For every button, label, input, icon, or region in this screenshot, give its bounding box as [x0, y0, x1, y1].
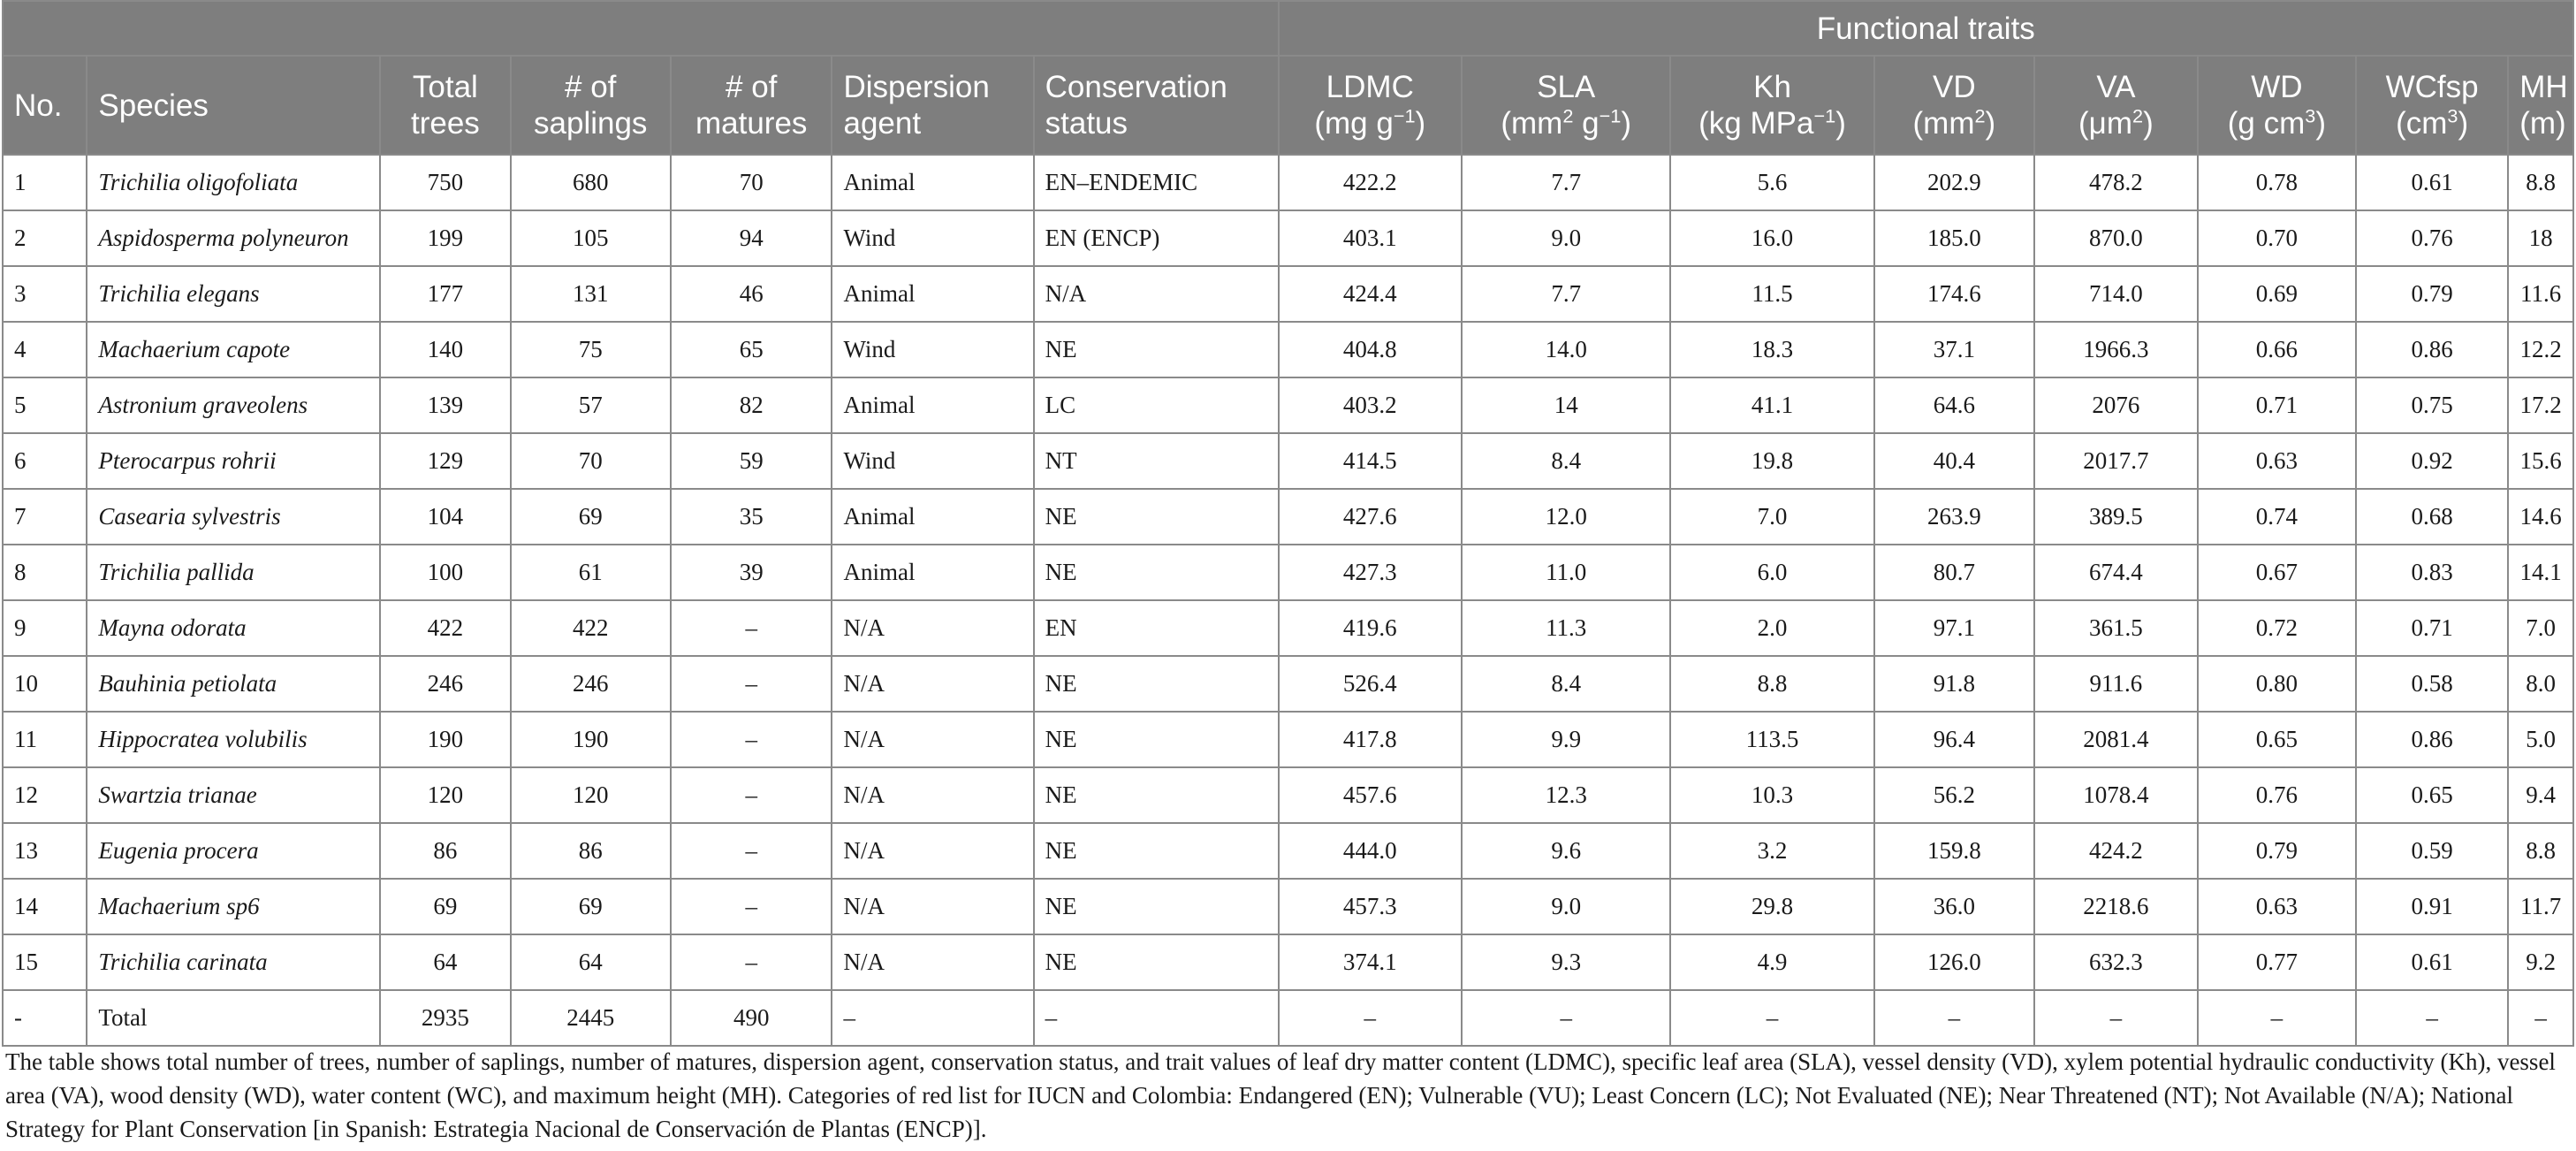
cell-saplings: 61: [511, 545, 671, 600]
cell-wd: 0.78: [2198, 155, 2356, 210]
cell-sla: –: [1462, 990, 1670, 1046]
table-row: [3, 767, 2573, 823]
cell-species: Trichilia oligofoliata: [87, 155, 380, 210]
cell-wd: 0.70: [2198, 210, 2356, 266]
cell-total-trees: 199: [380, 210, 510, 266]
cell-matures: –: [671, 767, 832, 823]
cell-matures: 65: [671, 322, 832, 377]
table-row: [3, 712, 2573, 767]
table-row: [3, 934, 2573, 990]
cell-sla: 9.9: [1462, 712, 1670, 767]
functional-traits-group-header: Functional traits: [1279, 1, 2573, 56]
cell-vd: 80.7: [1874, 545, 2034, 600]
cell-conservation-status: NE: [1034, 879, 1279, 934]
cell-wd: 0.67: [2198, 545, 2356, 600]
cell-va: 1078.4: [2034, 767, 2198, 823]
cell-dispersion-agent: Animal: [832, 155, 1033, 210]
cell-sla: 9.6: [1462, 823, 1670, 879]
cell-vd: 159.8: [1874, 823, 2034, 879]
cell-va: 478.2: [2034, 155, 2198, 210]
cell-no: 13: [3, 823, 87, 879]
table-header: [3, 1, 2573, 155]
cell-kh: 18.3: [1670, 322, 1873, 377]
cell-no: 14: [3, 879, 87, 934]
cell-wcfsp: 0.86: [2356, 322, 2508, 377]
header-group-row: [3, 1, 2573, 56]
cell-wcfsp: 0.61: [2356, 934, 2508, 990]
cell-conservation-status: EN–ENDEMIC: [1034, 155, 1279, 210]
cell-species: Bauhinia petiolata: [87, 656, 380, 712]
cell-kh: 19.8: [1670, 433, 1873, 489]
cell-no: 5: [3, 377, 87, 433]
cell-mh: 11.6: [2508, 266, 2573, 322]
cell-matures: 46: [671, 266, 832, 322]
cell-saplings: 69: [511, 489, 671, 545]
column-header-total-trees: Total trees: [380, 56, 510, 155]
cell-kh: 29.8: [1670, 879, 1873, 934]
cell-kh: 2.0: [1670, 600, 1873, 656]
cell-kh: 41.1: [1670, 377, 1873, 433]
cell-species: Mayna odorata: [87, 600, 380, 656]
cell-conservation-status: NE: [1034, 712, 1279, 767]
cell-total-trees: 120: [380, 767, 510, 823]
cell-saplings: 70: [511, 433, 671, 489]
cell-va: 2017.7: [2034, 433, 2198, 489]
total-row: [3, 990, 2573, 1046]
cell-kh: 113.5: [1670, 712, 1873, 767]
cell-saplings: 680: [511, 155, 671, 210]
cell-kh: 11.5: [1670, 266, 1873, 322]
cell-total-trees: 177: [380, 266, 510, 322]
cell-wcfsp: 0.59: [2356, 823, 2508, 879]
cell-no: 6: [3, 433, 87, 489]
cell-vd: 56.2: [1874, 767, 2034, 823]
cell-matures: 94: [671, 210, 832, 266]
cell-matures: –: [671, 600, 832, 656]
cell-conservation-status: NE: [1034, 767, 1279, 823]
cell-saplings: 86: [511, 823, 671, 879]
cell-vd: 40.4: [1874, 433, 2034, 489]
cell-saplings: 190: [511, 712, 671, 767]
cell-vd: 91.8: [1874, 656, 2034, 712]
cell-dispersion-agent: N/A: [832, 712, 1033, 767]
cell-ldmc: 403.1: [1279, 210, 1462, 266]
cell-saplings: 75: [511, 322, 671, 377]
cell-mh: 17.2: [2508, 377, 2573, 433]
cell-species: Hippocratea volubilis: [87, 712, 380, 767]
cell-wcfsp: 0.83: [2356, 545, 2508, 600]
cell-va: 424.2: [2034, 823, 2198, 879]
cell-va: 2081.4: [2034, 712, 2198, 767]
cell-total-trees: 246: [380, 656, 510, 712]
cell-ldmc: 427.6: [1279, 489, 1462, 545]
cell-sla: 9.3: [1462, 934, 1670, 990]
column-header-row: [3, 56, 2573, 155]
column-header-vd: VD $(mm^2)$: [1874, 56, 2034, 155]
cell-conservation-status: NE: [1034, 823, 1279, 879]
cell-saplings: 120: [511, 767, 671, 823]
cell-total-trees: 64: [380, 934, 510, 990]
cell-wcfsp: 0.79: [2356, 266, 2508, 322]
cell-matures: 490: [671, 990, 832, 1046]
cell-mh: 14.6: [2508, 489, 2573, 545]
cell-conservation-status: NE: [1034, 322, 1279, 377]
cell-no: 12: [3, 767, 87, 823]
column-header-mh: MH (m): [2508, 56, 2573, 155]
cell-total-trees: 422: [380, 600, 510, 656]
cell-total-trees: 86: [380, 823, 510, 879]
cell-vd: –: [1874, 990, 2034, 1046]
cell-saplings: 105: [511, 210, 671, 266]
cell-species: Trichilia pallida: [87, 545, 380, 600]
cell-sla: 12.0: [1462, 489, 1670, 545]
cell-no: 2: [3, 210, 87, 266]
cell-ldmc: 457.6: [1279, 767, 1462, 823]
table-row: [3, 322, 2573, 377]
cell-wd: 0.69: [2198, 266, 2356, 322]
cell-vd: 263.9: [1874, 489, 2034, 545]
column-header-wcfsp: WCfsp $(cm^3)$: [2356, 56, 2508, 155]
cell-vd: 36.0: [1874, 879, 2034, 934]
cell-conservation-status: EN: [1034, 600, 1279, 656]
header-blank-span: [3, 1, 1279, 56]
cell-matures: –: [671, 823, 832, 879]
cell-saplings: 2445: [511, 990, 671, 1046]
cell-vd: 96.4: [1874, 712, 2034, 767]
cell-va: 714.0: [2034, 266, 2198, 322]
cell-saplings: 131: [511, 266, 671, 322]
cell-total-trees: 750: [380, 155, 510, 210]
table-row: [3, 155, 2573, 210]
cell-kh: 4.9: [1670, 934, 1873, 990]
cell-kh: 10.3: [1670, 767, 1873, 823]
cell-va: 1966.3: [2034, 322, 2198, 377]
cell-saplings: 422: [511, 600, 671, 656]
cell-ldmc: 417.8: [1279, 712, 1462, 767]
cell-wd: 0.79: [2198, 823, 2356, 879]
cell-sla: 14.0: [1462, 322, 1670, 377]
cell-wd: 0.77: [2198, 934, 2356, 990]
cell-saplings: 246: [511, 656, 671, 712]
column-header-saplings: # of saplings: [511, 56, 671, 155]
cell-wcfsp: 0.68: [2356, 489, 2508, 545]
column-header-wd: WD (g $cm^3$): [2198, 56, 2356, 155]
cell-species: Casearia sylvestris: [87, 489, 380, 545]
cell-ldmc: 457.3: [1279, 879, 1462, 934]
cell-vd: 126.0: [1874, 934, 2034, 990]
table-row: [3, 266, 2573, 322]
cell-mh: 8.8: [2508, 823, 2573, 879]
cell-mh: 11.7: [2508, 879, 2573, 934]
cell-species: Astronium graveolens: [87, 377, 380, 433]
cell-saplings: 64: [511, 934, 671, 990]
table-row: [3, 656, 2573, 712]
cell-dispersion-agent: N/A: [832, 934, 1033, 990]
cell-va: 361.5: [2034, 600, 2198, 656]
cell-conservation-status: NT: [1034, 433, 1279, 489]
cell-kh: 8.8: [1670, 656, 1873, 712]
column-header-matures: # of matures: [671, 56, 832, 155]
cell-ldmc: 444.0: [1279, 823, 1462, 879]
cell-dispersion-agent: N/A: [832, 879, 1033, 934]
cell-vd: 174.6: [1874, 266, 2034, 322]
column-header-conservation-status: Conservation status: [1034, 56, 1279, 155]
cell-dispersion-agent: Wind: [832, 433, 1033, 489]
cell-mh: 12.2: [2508, 322, 2573, 377]
cell-mh: 18: [2508, 210, 2573, 266]
cell-kh: –: [1670, 990, 1873, 1046]
cell-conservation-status: NE: [1034, 934, 1279, 990]
cell-total-trees: 104: [380, 489, 510, 545]
cell-wd: 0.63: [2198, 879, 2356, 934]
cell-conservation-status: NE: [1034, 545, 1279, 600]
cell-va: 674.4: [2034, 545, 2198, 600]
column-header-kh: Kh (kg MPa$^{-1}$): [1670, 56, 1873, 155]
cell-kh: 6.0: [1670, 545, 1873, 600]
table-footnote: The table shows total number of trees, number of saplings, number of matures, dispersion agent, conservation status, and trait values of leaf dry matter content (LDMC), specific leaf area (SLA), vessel density (VD), xylem potential hydraulic conductivity (Kh), vessel area (VA), wood density (WD), water content (WC), and maximum height (MH). Categories of red list for IUCN and Colombia: Endangered (EN); Vulnerable (VU); Least Concern (LC); Not Evaluated (NE); Near Threatened (NT); Not Available (N/A); National Strategy for Plant Conservation [in Spanish: Estrategia Nacional de Conservación de Plantas (ENCP)].: [5, 1048, 2556, 1142]
cell-kh: 3.2: [1670, 823, 1873, 879]
cell-sla: 7.7: [1462, 266, 1670, 322]
cell-matures: –: [671, 656, 832, 712]
cell-matures: 82: [671, 377, 832, 433]
cell-ldmc: 403.2: [1279, 377, 1462, 433]
table-row: [3, 879, 2573, 934]
cell-species: Eugenia procera: [87, 823, 380, 879]
cell-mh: –: [2508, 990, 2573, 1046]
cell-sla: 7.7: [1462, 155, 1670, 210]
cell-dispersion-agent: N/A: [832, 600, 1033, 656]
cell-wd: 0.76: [2198, 767, 2356, 823]
cell-dispersion-agent: N/A: [832, 767, 1033, 823]
cell-va: 911.6: [2034, 656, 2198, 712]
cell-total-trees: 69: [380, 879, 510, 934]
cell-dispersion-agent: N/A: [832, 656, 1033, 712]
cell-dispersion-agent: Animal: [832, 545, 1033, 600]
cell-mh: 15.6: [2508, 433, 2573, 489]
cell-total-trees: 129: [380, 433, 510, 489]
cell-species: Machaerium sp6: [87, 879, 380, 934]
cell-dispersion-agent: N/A: [832, 823, 1033, 879]
cell-species: Trichilia carinata: [87, 934, 380, 990]
cell-sla: 14: [1462, 377, 1670, 433]
cell-ldmc: 526.4: [1279, 656, 1462, 712]
column-header-sla: SLA ($mm^2$ $g^{-1}$): [1462, 56, 1670, 155]
cell-no: 10: [3, 656, 87, 712]
cell-vd: 37.1: [1874, 322, 2034, 377]
cell-ldmc: 427.3: [1279, 545, 1462, 600]
cell-total-trees: 190: [380, 712, 510, 767]
cell-mh: 9.2: [2508, 934, 2573, 990]
cell-no: 3: [3, 266, 87, 322]
cell-sla: 8.4: [1462, 433, 1670, 489]
cell-saplings: 69: [511, 879, 671, 934]
cell-conservation-status: LC: [1034, 377, 1279, 433]
cell-wd: 0.66: [2198, 322, 2356, 377]
cell-no: 4: [3, 322, 87, 377]
cell-vd: 97.1: [1874, 600, 2034, 656]
cell-dispersion-agent: Animal: [832, 489, 1033, 545]
cell-kh: 7.0: [1670, 489, 1873, 545]
cell-ldmc: 374.1: [1279, 934, 1462, 990]
table-body: [3, 155, 2573, 1046]
cell-no: 7: [3, 489, 87, 545]
table-row: [3, 210, 2573, 266]
cell-vd: 64.6: [1874, 377, 2034, 433]
cell-dispersion-agent: Wind: [832, 322, 1033, 377]
cell-wcfsp: 0.75: [2356, 377, 2508, 433]
table-row: [3, 489, 2573, 545]
cell-sla: 11.0: [1462, 545, 1670, 600]
cell-wd: 0.74: [2198, 489, 2356, 545]
cell-sla: 9.0: [1462, 210, 1670, 266]
cell-mh: 8.0: [2508, 656, 2573, 712]
cell-no: 11: [3, 712, 87, 767]
cell-wcfsp: 0.86: [2356, 712, 2508, 767]
cell-species: Machaerium capote: [87, 322, 380, 377]
cell-total-trees: 140: [380, 322, 510, 377]
species-traits-table: [2, 0, 2574, 1047]
cell-kh: 5.6: [1670, 155, 1873, 210]
cell-va: 870.0: [2034, 210, 2198, 266]
cell-vd: 202.9: [1874, 155, 2034, 210]
cell-conservation-status: NE: [1034, 489, 1279, 545]
cell-dispersion-agent: –: [832, 990, 1033, 1046]
cell-conservation-status: –: [1034, 990, 1279, 1046]
cell-mh: 7.0: [2508, 600, 2573, 656]
cell-species: Pterocarpus rohrii: [87, 433, 380, 489]
cell-kh: 16.0: [1670, 210, 1873, 266]
cell-sla: 8.4: [1462, 656, 1670, 712]
cell-matures: 70: [671, 155, 832, 210]
cell-wcfsp: 0.92: [2356, 433, 2508, 489]
cell-no: 8: [3, 545, 87, 600]
cell-species: Trichilia elegans: [87, 266, 380, 322]
cell-wcfsp: 0.61: [2356, 155, 2508, 210]
cell-va: 632.3: [2034, 934, 2198, 990]
cell-wcfsp: 0.58: [2356, 656, 2508, 712]
cell-sla: 9.0: [1462, 879, 1670, 934]
column-header-va: VA $(\mu m^2)$: [2034, 56, 2198, 155]
column-header-no: No.: [3, 56, 87, 155]
table-row: [3, 377, 2573, 433]
cell-species: Swartzia trianae: [87, 767, 380, 823]
cell-ldmc: 424.4: [1279, 266, 1462, 322]
cell-conservation-status: N/A: [1034, 266, 1279, 322]
table-row: [3, 600, 2573, 656]
cell-vd: 185.0: [1874, 210, 2034, 266]
cell-sla: 12.3: [1462, 767, 1670, 823]
cell-dispersion-agent: Wind: [832, 210, 1033, 266]
cell-wcfsp: 0.76: [2356, 210, 2508, 266]
cell-total-trees: 2935: [380, 990, 510, 1046]
cell-ldmc: 414.5: [1279, 433, 1462, 489]
cell-ldmc: 422.2: [1279, 155, 1462, 210]
cell-mh: 9.4: [2508, 767, 2573, 823]
column-header-species: Species: [87, 56, 380, 155]
table-row: [3, 433, 2573, 489]
cell-dispersion-agent: Animal: [832, 377, 1033, 433]
cell-wcfsp: 0.91: [2356, 879, 2508, 934]
column-header-dispersion-agent: Dispersion agent: [832, 56, 1033, 155]
cell-matures: 35: [671, 489, 832, 545]
cell-matures: 59: [671, 433, 832, 489]
cell-no: 15: [3, 934, 87, 990]
cell-no: 9: [3, 600, 87, 656]
cell-wcfsp: 0.65: [2356, 767, 2508, 823]
cell-ldmc: –: [1279, 990, 1462, 1046]
table-row: [3, 823, 2573, 879]
cell-ldmc: 419.6: [1279, 600, 1462, 656]
cell-no: 1: [3, 155, 87, 210]
cell-wcfsp: –: [2356, 990, 2508, 1046]
cell-wd: –: [2198, 990, 2356, 1046]
cell-total-trees: 100: [380, 545, 510, 600]
cell-matures: –: [671, 934, 832, 990]
cell-mh: 14.1: [2508, 545, 2573, 600]
cell-va: 2218.6: [2034, 879, 2198, 934]
cell-wd: 0.80: [2198, 656, 2356, 712]
column-header-ldmc: LDMC (mg $g^{-1}$): [1279, 56, 1462, 155]
cell-wd: 0.65: [2198, 712, 2356, 767]
cell-mh: 5.0: [2508, 712, 2573, 767]
cell-mh: 8.8: [2508, 155, 2573, 210]
cell-dispersion-agent: Animal: [832, 266, 1033, 322]
cell-wd: 0.63: [2198, 433, 2356, 489]
cell-wd: 0.71: [2198, 377, 2356, 433]
cell-conservation-status: NE: [1034, 656, 1279, 712]
cell-matures: 39: [671, 545, 832, 600]
cell-matures: –: [671, 712, 832, 767]
cell-sla: 11.3: [1462, 600, 1670, 656]
cell-matures: –: [671, 879, 832, 934]
cell-total-trees: 139: [380, 377, 510, 433]
table-row: [3, 545, 2573, 600]
cell-species: Total: [87, 990, 380, 1046]
cell-saplings: 57: [511, 377, 671, 433]
cell-wcfsp: 0.71: [2356, 600, 2508, 656]
cell-no: -: [3, 990, 87, 1046]
cell-va: –: [2034, 990, 2198, 1046]
cell-va: 389.5: [2034, 489, 2198, 545]
cell-va: 2076: [2034, 377, 2198, 433]
cell-species: Aspidosperma polyneuron: [87, 210, 380, 266]
cell-ldmc: 404.8: [1279, 322, 1462, 377]
cell-conservation-status: EN (ENCP): [1034, 210, 1279, 266]
cell-wd: 0.72: [2198, 600, 2356, 656]
